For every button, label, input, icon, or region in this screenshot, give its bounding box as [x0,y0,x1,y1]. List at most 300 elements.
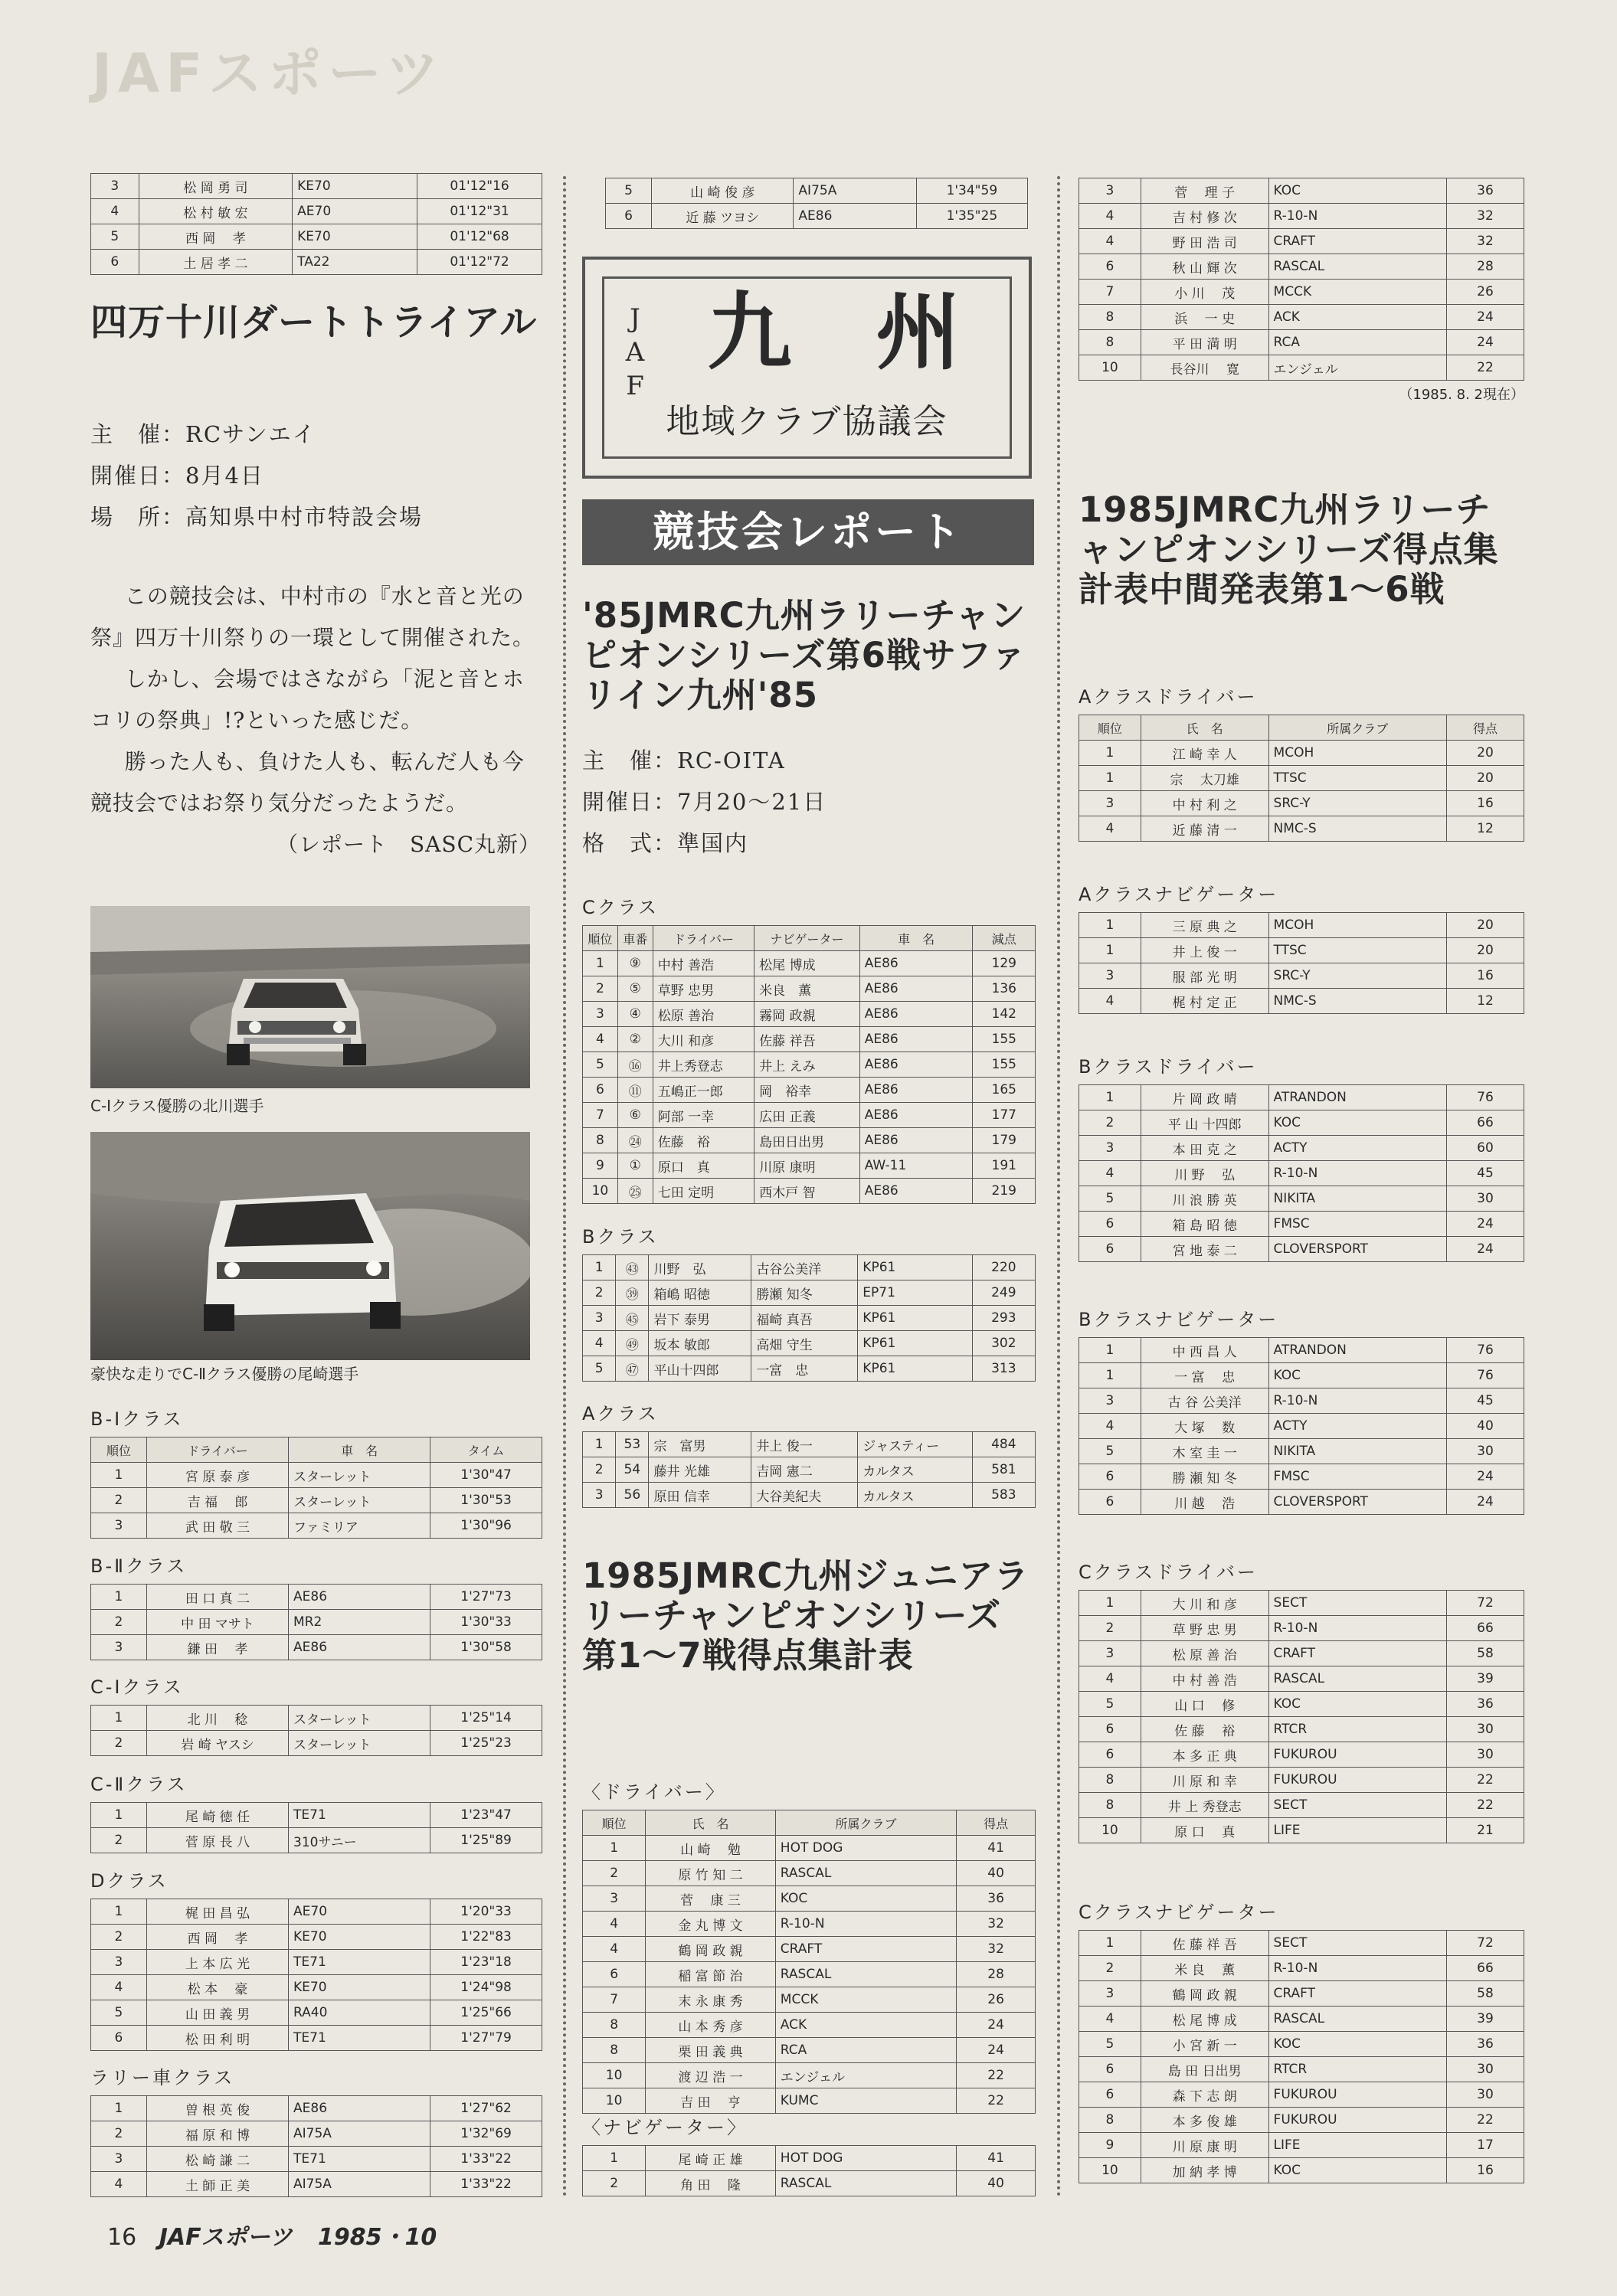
table-cell: RTCR [1268,1717,1446,1742]
table-row [91,2096,542,2121]
table-cell: 大川 和彦 [653,1027,754,1052]
table-cell: 4 [1079,1161,1141,1186]
results-table [582,1254,1036,1382]
table-cell: 01'12"68 [417,224,542,250]
table-cell: 26 [957,1987,1036,2013]
paragraph: 勝った人も、負けた人も、転んだ人も今競技会ではお祭り気分だったようだ。 [90,749,525,816]
column-header: ナビゲーター [754,926,860,951]
table-cell: RASCAL [1268,1666,1446,1692]
page-number: 16 [107,2224,137,2251]
table-cell: 3 [583,1002,618,1027]
table-row [91,1950,542,1975]
table-cell: CLOVERSPORT [1268,1237,1446,1262]
table-row [583,2171,1036,2196]
table-cell: 9 [1079,2133,1141,2158]
table-cell: 5 [91,224,139,250]
table-cell: 藤井 光雄 [649,1457,751,1483]
table-cell: 9 [583,1153,618,1179]
table-cell: 山 本 秀 彦 [646,2013,776,2038]
table-cell: 21 [1446,1818,1524,1843]
table-cell: 16 [1446,963,1524,989]
table-row [583,1937,1036,1962]
table-cell: 2 [1079,1110,1141,1136]
table-cell: 福崎 真吾 [751,1306,858,1331]
table-cell: 3 [583,1306,616,1331]
table-cell: AE86 [859,976,973,1002]
a-class-section [582,1398,1036,1508]
table-cell: 56 [616,1483,649,1508]
table-cell: 24 [1446,1237,1524,1262]
table-cell: KOC [1268,2032,1446,2057]
table-cell: 曽 根 英 俊 [146,2096,288,2121]
results-table [90,1584,542,1660]
table-cell: 古谷公美洋 [751,1255,858,1280]
table-cell: 2 [583,1457,616,1483]
table-cell: 原田 信幸 [649,1483,751,1508]
table-cell: 勝 瀬 知 冬 [1141,1464,1268,1490]
table-cell: 原 口 真 [1141,1818,1268,1843]
table-cell: R-10-N [1268,1956,1446,1981]
table-cell: 179 [973,1128,1036,1153]
table-cell: ACK [1268,305,1446,330]
table-cell: 36 [1446,1692,1524,1717]
table-cell: 6 [583,1078,618,1103]
table-cell: AE86 [859,1179,973,1204]
table-cell: 松 本 豪 [146,1975,288,2000]
column-header: ドライバー [146,1437,288,1463]
table-cell: 2 [583,1861,646,1886]
table-cell: 3 [91,174,139,199]
table-cell: 1 [91,1463,147,1488]
issue-date: 1985・10 [317,2224,437,2251]
table-row [1079,280,1524,305]
table-cell: R-10-N [1268,1388,1446,1414]
table-cell: 1 [1079,913,1141,938]
table-cell: 01'12"72 [417,250,542,275]
table-cell: 10 [583,2063,646,2088]
table-cell: スターレット [289,1488,430,1513]
table-cell: 阿部 一幸 [653,1103,754,1128]
table-cell: 米良 薫 [754,976,860,1002]
table-cell: MR2 [289,1610,430,1635]
table-header-row [1079,715,1524,741]
table-cell: 1'27"73 [430,1585,542,1610]
table-cell: 5 [1079,1439,1141,1464]
table-row [1079,1956,1524,1981]
table-row [583,976,1036,1002]
table-row [583,2088,1036,2114]
table-cell: SECT [1268,1591,1446,1616]
table-cell: TE71 [289,2147,430,2172]
table-row [91,1975,542,2000]
class-label: C-Ⅱクラス [90,1774,188,1795]
table-cell: 4 [1079,989,1141,1014]
table-cell: 136 [973,976,1036,1002]
table-cell: 249 [972,1280,1035,1306]
table-row [1079,816,1524,842]
table-header-row [583,926,1036,951]
table-cell: 平 山 十四郎 [1141,1110,1268,1136]
table-cell: 3 [1079,963,1141,989]
logo-inner-frame [602,276,1012,459]
table-cell: 12 [1446,816,1524,842]
b1-class-section [90,1404,542,1539]
table-row [1079,1490,1524,1515]
table-cell: 6 [1079,1717,1141,1742]
table-cell: FUKUROU [1268,2082,1446,2108]
table-row [91,1513,542,1539]
table-cell: NIKITA [1268,1186,1446,1212]
table-row [583,951,1036,976]
table-cell: AE86 [289,1635,430,1660]
table-cell: KOC [1268,1692,1446,1717]
table-cell: 4 [1079,1414,1141,1439]
report-banner: 競技会レポート [582,499,1034,565]
table-cell: R-10-N [1268,1161,1446,1186]
table-cell: ㊾ [616,1331,649,1356]
table-cell: 40 [957,1861,1036,1886]
table-cell: 1'33"22 [430,2147,542,2172]
class-label: Dクラス [90,1870,169,1892]
table-cell: 10 [583,2088,646,2114]
d-class-section [90,1866,542,2051]
table-row [583,2013,1036,2038]
table-cell: ATRANDON [1268,1338,1446,1363]
table-cell: 6 [1079,2057,1141,2082]
table-cell: AI75A [289,2172,430,2197]
table-row [583,1912,1036,1937]
table-cell: 1 [91,1803,147,1828]
table-cell: EP71 [858,1280,972,1306]
table-row [91,1706,542,1731]
table-cell: 3 [91,2147,147,2172]
table-cell: カルタス [858,1483,972,1508]
table-cell: 40 [1446,1414,1524,1439]
table-row [91,250,542,275]
table-cell: 1'35"25 [916,204,1027,229]
column-divider [1057,176,1060,2198]
table-cell: CRAFT [1268,229,1446,254]
table-row [91,1899,542,1925]
class-label: 〈ドライバー〉 [582,1781,726,1803]
table-cell: 川野 弘 [649,1255,751,1280]
table-cell: 30 [1446,1742,1524,1768]
table-cell: 土 師 正 美 [146,2172,288,2197]
table-cell: 22 [1446,355,1524,381]
table-cell: 1'30"53 [430,1488,542,1513]
table-cell: RTCR [1268,2057,1446,2082]
table-cell: 菅 原 長 八 [146,1828,288,1853]
table-cell: 島田日出男 [754,1128,860,1153]
table-cell: ㉔ [617,1128,653,1153]
table-cell: MCCK [775,1987,956,2013]
table-cell: AW-11 [859,1153,973,1179]
table-cell: LIFE [1268,1818,1446,1843]
table-cell: 76 [1446,1363,1524,1388]
table-row [1079,938,1524,963]
event-info [90,414,423,538]
c-class-section [582,892,1036,1204]
class-label: Aクラス [582,1403,659,1424]
table-row [1079,913,1524,938]
table-cell: 吉 田 亨 [646,2088,776,2114]
table-cell: 2 [1079,1956,1141,1981]
table-cell: 梶 村 定 正 [1141,989,1268,1014]
table-cell: 1'25"14 [430,1706,542,1731]
table-cell: 26 [1446,280,1524,305]
table-cell: 41 [957,2146,1036,2171]
table-cell: 田 口 真 二 [146,1585,288,1610]
table-cell: KP61 [858,1306,972,1331]
table-cell: 山 崎 俊 彦 [652,178,794,204]
table-cell: 土 居 孝 二 [139,250,293,275]
table-cell: 井上秀登志 [653,1052,754,1078]
jaf-letter: J [630,303,640,334]
class-label: B-Ⅱクラス [90,1555,188,1577]
table-cell: 1'22"83 [430,1925,542,1950]
table-cell: KOC [1268,2158,1446,2183]
table-row [1079,229,1524,254]
table-cell: 165 [973,1078,1036,1103]
car-photo-image [90,1132,530,1360]
table-cell: 3 [91,1635,147,1660]
jaf-vertical-text [620,302,650,403]
table-cell: 佐 藤 裕 [1141,1717,1268,1742]
table-row [583,1836,1036,1861]
table-cell: 24 [957,2013,1036,2038]
table-cell: 米 良 薫 [1141,1956,1268,1981]
results-table [582,1431,1036,1508]
table-cell: 松尾 博成 [754,951,860,976]
table-cell: 2 [1079,1616,1141,1641]
table-cell: 66 [1446,1956,1524,1981]
table-cell: 5 [1079,1692,1141,1717]
c-navigator-section [1079,1897,1524,2183]
table-cell: 金 丸 博 文 [646,1912,776,1937]
table-cell: 6 [606,204,652,229]
points-table [582,2145,1036,2196]
table-cell: 1 [1079,766,1141,791]
table-cell: 渡 辺 浩 一 [646,2063,776,2088]
c-driver-section [1079,1557,1524,1843]
table-cell: 小 川 茂 [1141,280,1268,305]
table-cell: 28 [1446,254,1524,280]
table-cell: 1 [1079,1931,1141,1956]
table-row [1079,1931,1524,1956]
table-row [1079,2133,1524,2158]
table-cell: RCA [1268,330,1446,355]
table-row [583,1886,1036,1912]
table-cell: 高畑 守生 [751,1331,858,1356]
table-row [1079,1186,1524,1212]
table-cell: 24 [1446,330,1524,355]
table-cell: 広田 正義 [754,1103,860,1128]
table-cell: 6 [1079,1742,1141,1768]
table-cell: 1 [91,1899,147,1925]
table-cell: 箱嶋 昭徳 [649,1280,751,1306]
results-table [90,2095,542,2197]
table-row [1079,1388,1524,1414]
table-cell: ジャスティー [858,1432,972,1457]
info-organizer: 主 催：RCサンエイ [90,421,316,447]
table-cell: 7 [583,1103,618,1128]
article-body [90,576,541,865]
table-row [1079,1616,1524,1641]
table-cell: 服 部 光 明 [1141,963,1268,989]
table-cell: 吉 村 修 次 [1141,204,1268,229]
class-label: Bクラスドライバー [1079,1056,1258,1078]
table-cell: KE70 [289,1975,430,2000]
info-date: 開催日：7月20～21日 [582,789,827,815]
event-title: '85JMRC九州ラリーチャンピオンシリーズ第6戦サファリイン九州'85 [582,595,1027,715]
table-cell: 佐 藤 祥 吾 [1141,1931,1268,1956]
table-cell: 293 [972,1306,1035,1331]
table-cell: 20 [1446,938,1524,963]
table-cell: 1 [583,1255,616,1280]
table-cell: HOT DOG [775,1836,956,1861]
table-cell: R-10-N [1268,1616,1446,1641]
table-cell: 佐藤 祥吾 [754,1027,860,1052]
table-cell: AE70 [289,1899,430,1925]
table-cell: ATRANDON [1268,1085,1446,1110]
table-row [1079,2057,1524,2082]
table-cell: CRAFT [1268,1641,1446,1666]
table-cell: 1'30"47 [430,1463,542,1488]
table-row [583,1255,1036,1280]
table-row [1079,2158,1524,2183]
table-row [91,1488,542,1513]
b2-class-section [90,1551,542,1660]
table-cell: 3 [1079,1388,1141,1414]
table-cell: 8 [1079,1793,1141,1818]
table-cell: TE71 [289,2026,430,2051]
table-cell: 稲 富 節 治 [646,1962,776,1987]
table-row [1079,1981,1524,2007]
table-cell: 30 [1446,1186,1524,1212]
table-cell: 近 藤 ツヨシ [652,204,794,229]
table-row [1079,178,1524,204]
table-cell: ㉕ [617,1179,653,1204]
table-cell: AE86 [289,2096,430,2121]
table-cell: 1 [1079,741,1141,766]
table-cell: 岩下 泰男 [649,1306,751,1331]
table-cell: 1'25"23 [430,1731,542,1756]
table-cell: 6 [91,250,139,275]
table-cell: 219 [973,1179,1036,1204]
table-row [91,1610,542,1635]
table-cell: 16 [1446,791,1524,816]
table-row [1079,1692,1524,1717]
table-cell: 宗 太刀雄 [1141,766,1268,791]
table-cell: AE86 [289,1585,430,1610]
table-row [1079,766,1524,791]
table-cell: 西 岡 孝 [146,1925,288,1950]
table-cell: 8 [1079,305,1141,330]
table-cell: 6 [1079,1464,1141,1490]
table-cell: 長谷川 寛 [1141,355,1268,381]
table-cell: LIFE [1268,2133,1446,2158]
table-cell: 4 [583,1912,646,1937]
table-cell: 58 [1446,1641,1524,1666]
table-cell: 北 川 稔 [146,1706,288,1731]
table-cell: 6 [1079,2082,1141,2108]
table-row [1079,305,1524,330]
table-row [583,2146,1036,2171]
table-cell: 60 [1446,1136,1524,1161]
table-cell: 武 田 敬 三 [146,1513,288,1539]
table-cell: KOC [1268,178,1446,204]
table-cell: NMC-S [1268,816,1446,842]
table-cell: KE70 [289,1925,430,1950]
council-name: 地域クラブ協議会 [666,402,948,441]
table-row [1079,1136,1524,1161]
table-cell: 220 [972,1255,1035,1280]
table-cell: 平山十四郎 [649,1356,751,1382]
table-cell: 2 [583,976,618,1002]
table-row [91,199,542,224]
table-cell: R-10-N [1268,204,1446,229]
table-cell: ㊸ [616,1255,649,1280]
results-table [90,1899,542,2051]
top-continuation-table [605,178,1028,229]
points-table [582,1810,1036,2114]
table-row [1079,330,1524,355]
table-cell: 10 [1079,355,1141,381]
table-cell: 24 [957,2038,1036,2063]
table-row [1079,1717,1524,1742]
table-row [1079,1212,1524,1237]
table-cell: AI75A [289,2121,430,2147]
table-cell: 30 [1446,2057,1524,2082]
table-row [1079,963,1524,989]
results-table [90,173,542,275]
table-cell: TE71 [289,1803,430,1828]
table-cell: 1'30"58 [430,1635,542,1660]
table-row [583,1331,1036,1356]
table-cell: 01'12"31 [417,199,542,224]
table-cell: CLOVERSPORT [1268,1490,1446,1515]
photo-caption: 豪快な走りでC-Ⅱクラス優勝の尾崎選手 [90,1365,359,1383]
table-cell: 3 [1079,791,1141,816]
date-note: （1985. 8. 2現在） [1399,387,1524,403]
table-row [1079,1338,1524,1363]
table-cell: 尾 崎 徳 任 [146,1803,288,1828]
table-cell: 末 永 康 秀 [646,1987,776,2013]
class-label: B-Ⅰクラス [90,1408,184,1430]
table-cell: 福 原 和 博 [146,2121,288,2147]
table-cell: 10 [1079,2158,1141,2183]
table-cell: 191 [973,1153,1036,1179]
table-row [1079,1793,1524,1818]
table-cell: 大 塚 数 [1141,1414,1268,1439]
table-row [583,1280,1036,1306]
column-header: 順位 [1079,715,1141,741]
rally-class-section [90,2062,542,2197]
info-venue: 場 所：高知県中村市特設会場 [90,504,424,530]
b-navigator-section [1079,1304,1524,1515]
table-row [91,224,542,250]
column-header: 氏 名 [646,1810,776,1836]
table-cell: 2 [583,2171,646,2196]
table-row [91,2026,542,2051]
table-cell: 大 川 和 彦 [1141,1591,1268,1616]
table-cell: 1'33"22 [430,2172,542,2197]
table-cell: AE70 [293,199,417,224]
table-cell: 16 [1446,2158,1524,2183]
table-row [1079,254,1524,280]
table-cell: 宗 富男 [649,1432,751,1457]
table-cell: 1'30"33 [430,1610,542,1635]
